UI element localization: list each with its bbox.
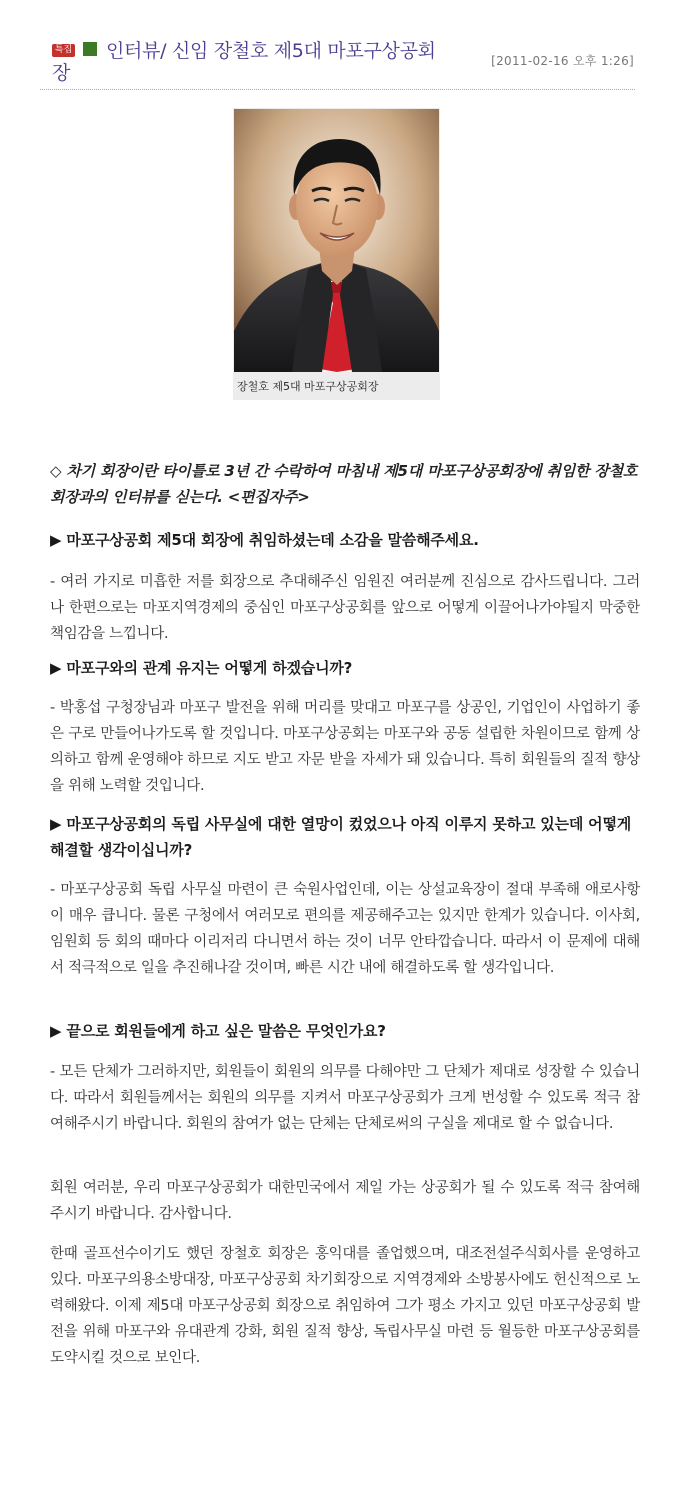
- portrait-photo: [234, 109, 439, 372]
- answer-1: - 여러 가지로 미흡한 저를 회장으로 추대해주신 임원진 여러분께 진심으로 감사드립니다. 그러나 한편으로는 마포지역경제의 중심인 마포구상공회를 앞으로 어떻게 이끌어나가야될지 막중한 책임감을 느낍니다.: [50, 574, 640, 642]
- header-divider: [40, 89, 635, 90]
- photo-figure: [233, 108, 440, 400]
- article-title: 인터뷰/ 신임 장철호 제5대 마포구상공회: [106, 40, 436, 62]
- article-title-continued: 장: [52, 62, 71, 84]
- answer-2: - 박홍섭 구청장님과 마포구 발전을 위해 머리를 맞대고 마포구를 상공인, 기업인이 사업하기 좋은 구로 만들어나가도록 할 것입니다. 마포구상공회는 마포구와 공동 설립한 차원이므로 함께 상의하고 함께 운영해야 하므로 지도 받고 자문 받을 자세가 돼 있습니다. 특히 회원들의 질적 향상을 위해 노력할 것입니다.: [50, 700, 640, 794]
- photo-caption: 장철호 제5대 마포구상공회장: [237, 380, 379, 393]
- article-header: [52, 38, 642, 84]
- answer-4: - 모든 단체가 그러하지만, 회원들이 회원의 의무를 다해야만 그 단체가 제대로 성장할 수 있습니다. 따라서 회원들께서는 회원의 의무를 지켜서 마포구상공회가 크게 번성할 수 있도록 적극 참여해주시기 바랍니다. 회원의 참여가 없는 단체는 단체로써의 구실을 제대로 할 수 없습니다.: [50, 1064, 640, 1132]
- question-3: ▶ 마포구상공회의 독립 사무실에 대한 열망이 컸었으나 아직 이루지 못하고 있는데 어떻게 해결할 생각이십니까?: [50, 815, 632, 859]
- profile-paragraph: 한때 골프선수이기도 했던 장철호 회장은 홍익대를 졸업했으며, 대조전설주식회사를 운영하고 있다. 마포구의용소방대장, 마포구상공회 차기회장으로 지역경제와 소방봉사에도 헌신적으로 노력해왔다. 이제 제5대 마포구상공회 회장으로 취임하여 그가 평소 가지고 있던 마포구상공회 발전을 위해 마포구와 유대관계 강화, 회원 질적 향상, 독립사무실 마련 등 월등한 마포구상공회를 도약시킬 것으로 보인다.: [50, 1246, 640, 1366]
- answer-3: - 마포구상공회 독립 사무실 마련이 큰 숙원사업인데, 이는 상설교육장이 절대 부족해 애로사항이 매우 큽니다. 물론 구청에서 여러모로 편의를 제공해주고는 있지만 한계가 있습니다. 이사회, 임원회 등 회의 때마다 이리저리 다니면서 하는 것이 너무 안타깝습니다. 따라서 이 문제에 대해서 적극적으로 일을 추진해나갈 것이며, 빠른 시간 내에 해결하도록 할 생각입니다.: [50, 882, 640, 976]
- square-bullet-icon: [83, 42, 97, 56]
- closing-paragraph: 회원 여러분, 우리 마포구상공회가 대한민국에서 제일 가는 상공회가 될 수 있도록 적극 참여해주시기 바랍니다. 감사합니다.: [50, 1180, 640, 1222]
- editor-note: ◇ 차기 회장이란 타이틀로 3년 간 수락하여 마침내 제5대 마포구상공회장에 취임한 장철호 회장과의 인터뷰를 싣는다. <편집자주>: [50, 462, 638, 506]
- category-badge: 특집: [52, 44, 75, 57]
- article-date: [2011-02-16 오후 1:26]: [491, 54, 634, 68]
- question-2: ▶ 마포구와의 관계 유지는 어떻게 하겠습니까?: [50, 659, 353, 677]
- question-1: ▶ 마포구상공회 제5대 회장에 취임하셨는데 소감을 말씀해주세요.: [50, 531, 479, 549]
- question-4: ▶ 끝으로 회원들에게 하고 싶은 말씀은 무엇인가요?: [50, 1022, 386, 1040]
